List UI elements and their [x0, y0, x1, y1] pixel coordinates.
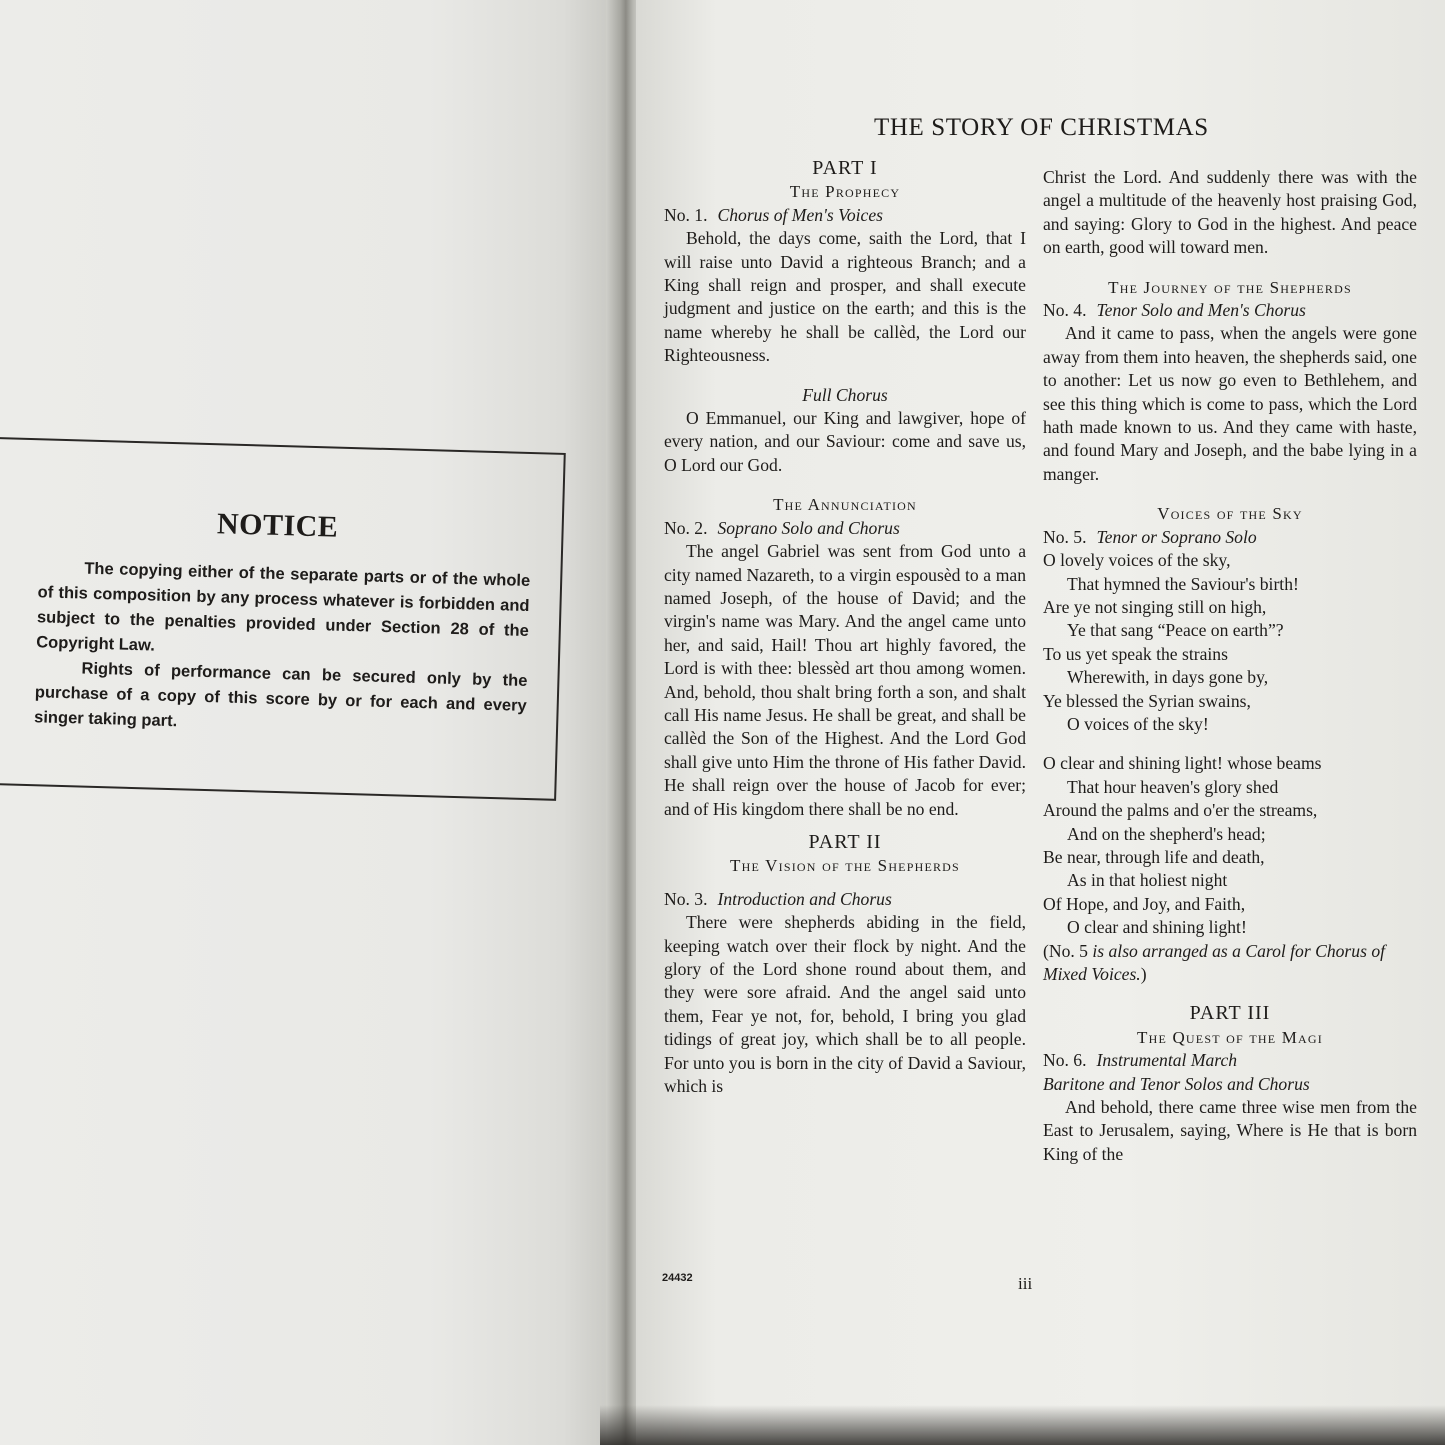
verse-line: Are ye not singing still on high, — [1043, 596, 1267, 617]
verse-line: As in that holiest night — [1067, 870, 1228, 891]
voice-label: Tenor or Soprano Solo — [1096, 526, 1257, 547]
verse-line: O lovely voices of the sky, — [1043, 550, 1231, 571]
number-line — [664, 888, 1026, 911]
verse-line: Ye blessed the Syrian swains, — [1043, 690, 1251, 711]
number-line — [1043, 1049, 1417, 1072]
verse — [1043, 549, 1417, 736]
section-heading: The Quest of the Magi — [1137, 1027, 1323, 1047]
note-text: ) — [1140, 964, 1147, 984]
verse-line: Of Hope, and Joy, and Faith, — [1043, 893, 1246, 914]
page-number: iii — [1018, 1274, 1033, 1293]
number-label: No. 6. — [1043, 1050, 1087, 1071]
verse-line: Ye that sang “Peace on earth”? — [1067, 620, 1284, 641]
verse — [1043, 752, 1417, 939]
part-heading: PART III — [1189, 1002, 1271, 1025]
verse-line: That hymned the Saviour's birth! — [1067, 573, 1299, 594]
verse-line: O clear and shining light! — [1067, 917, 1247, 938]
left-page — [0, 0, 612, 1445]
voice-label: Tenor Solo and Men's Chorus — [1096, 300, 1306, 321]
text-paragraph: And it came to pass, when the angels were gone away from them into heaven, the shepherds said, one to another: Let us now go even to Bethlehem, and see this thing which is come to pass, which the Lord hath made known to us. And they came with haste, and found Mary and Joseph, and the babe lying in a manger. — [1043, 323, 1417, 484]
section-heading: The Annunciation — [773, 495, 917, 515]
voice-label: Baritone and Tenor Solos and Chorus — [1043, 1073, 1310, 1094]
plate-number: 24432 — [662, 1272, 693, 1284]
text-paragraph: Behold, the days come, saith the Lord, that I will raise unto David a righteous Branch; and a King shall reign and prosper, and shall execute judgment and justice on the earth; and this is the name whereby he shall be callèd, the Lord our Righteousness. — [664, 228, 1026, 366]
verse-line: O voices of the sky! — [1067, 713, 1209, 734]
voice-label: Introduction and Chorus — [717, 888, 892, 909]
arrangement-note — [1043, 940, 1417, 987]
part-heading: PART II — [808, 830, 882, 853]
note-text: (No. 5 — [1043, 940, 1088, 961]
verse-line: Around the palms and o'er the streams, — [1043, 800, 1318, 821]
bottom-shadow — [600, 1405, 1445, 1445]
verse-line: To us yet speak the strains — [1043, 643, 1228, 664]
section-heading: Voices of the Sky — [1157, 504, 1303, 524]
text-paragraph: Christ the Lord. And suddenly there was with the angel a multitude of the heavenly host praising God, and saying: Glory to God in the highest. And peace on earth, good will toward men. — [1043, 167, 1417, 258]
voice-label: Full Chorus — [802, 384, 888, 405]
number-label: No. 5. — [1043, 526, 1087, 547]
voice-label: Soprano Solo and Chorus — [717, 517, 900, 538]
notice-paragraph: The copying either of the separate parts or of the whole of this composition by any process whatever is forbidden and subject to the penalties provided under Section 28 of the Copyright Law. — [36, 559, 531, 655]
notice-paragraph: Rights of performance can be secured only by the purchase of a copy of this score by or for each and every singer taking part. — [33, 659, 528, 731]
number-label: No. 3. — [664, 888, 708, 909]
notice-body — [34, 555, 531, 744]
text-paragraph: The angel Gabriel was sent from God unto a city named Nazareth, to a virgin espousèd to a man named Joseph, of the house of David; and the virgin's name was Mary. And the angel came unto her, and said, Hail! Thou art highly favored, the Lord is with thee: blessèd art thou among women. And, behold, thou shalt bring forth a son, and shalt call His name Jesus. He shall be great, and shall be callèd the Son of the Highest. And the Lord God shall give unto Him the throne of His father David. He shall reign over the house of Jacob for ever; and of His kingdom there shall be no end. — [664, 541, 1026, 819]
text-paragraph: There were shepherds abiding in the field, keeping watch over their flock by night. And the glory of the Lord shone round about them, and they were sore afraid. And the angel said unto them, Fear ye not, for, behold, I bring you glad tidings of great joy, which shall be to all people. For unto you is born in the city of David a Saviour, which is — [664, 912, 1026, 1097]
number-label: No. 1. — [664, 204, 708, 225]
verse-line: That hour heaven's glory shed — [1067, 776, 1279, 797]
notice-title: NOTICE — [216, 507, 339, 544]
note-italic: is also arranged as a Carol for Chorus of Mixed Voices. — [1043, 940, 1385, 984]
number-line — [1043, 526, 1417, 549]
section-heading: The Journey of the Shepherds — [1108, 277, 1352, 297]
number-label: No. 4. — [1043, 300, 1087, 321]
verse-line: Wherewith, in days gone by, — [1067, 667, 1269, 688]
voice-label: Chorus of Men's Voices — [717, 204, 884, 225]
part-heading: PART I — [812, 157, 878, 179]
voice-label: Instrumental March — [1096, 1050, 1238, 1071]
number-line — [664, 204, 1026, 227]
text-column-right — [1043, 166, 1417, 1166]
verse-line: O clear and shining light! whose beams — [1043, 753, 1322, 774]
text-column-left — [664, 157, 1026, 1098]
verse-line: And on the shepherd's head; — [1067, 823, 1266, 844]
notice-box — [0, 437, 566, 801]
section-heading: The Vision of the Shepherds — [730, 856, 960, 876]
number-line — [664, 517, 1026, 540]
text-paragraph: And behold, there came three wise men from the East to Jerusalem, saying, Where is He that is born King of the — [1043, 1097, 1417, 1164]
text-paragraph: O Emmanuel, our King and lawgiver, hope of every nation, and our Saviour: come and save us, O Lord our God. — [664, 408, 1026, 475]
number-label: No. 2. — [664, 517, 708, 538]
verse-line: Be near, through life and death, — [1043, 846, 1265, 867]
section-heading: The Prophecy — [789, 182, 901, 202]
number-line — [1043, 299, 1417, 322]
page-title: THE STORY OF CHRISTMAS — [874, 114, 1209, 141]
